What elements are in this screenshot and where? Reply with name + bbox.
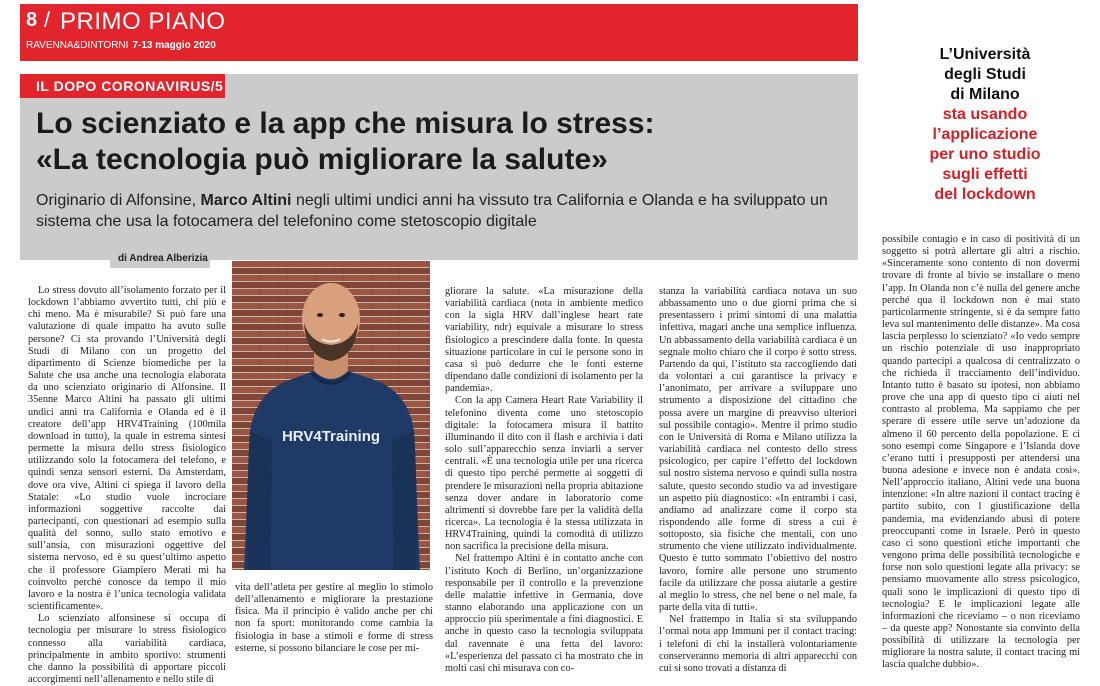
publication-line — [26, 40, 216, 51]
promo-line-4: sta usando — [942, 106, 1028, 123]
paragraph: stanza la variabilità cardiaca notava un suo abbassamento uno o due giorni prima che si presentassero i primi sintomi di una malattia infettiva, magari anche una semplice influenza. Un abbassamento della variabilità cardiaca è un segnale molto chiaro che il corpo è sotto stress. Partendo da qui, l’istituto sta raccogliendo dati da volontari a cui garantisce la privacy e l’anonimato, per arrivare a sviluppare uno strumento a disposizione del cittadino che possa avere un margine di preavviso ulteriori sul possibile contagio». Mentre il primo studio con le Università di Roma e Milano utilizza la variabilità cardiaca nel contesto dello stress psicologico, per capire l’effetto del lockdown sul nostro sistema nervoso e quindi sulla nostra salute, questo secondo studio va ad investigare un aspetto più diagnostico: «In entrambi i casi, andiamo ad analizzare come il corpo sta rispondendo alle forme di stress a cui è sottoposto, sia fisiche che mentali, con uno strumento che viene utilizzato individualmente. Questo è tutto sommato l’obiettivo del nostro lavoro, fornire alle persone uno strumento facile da utilizzare che possa aiutarle a gestire al meglio lo stress, che nel bene o nel male, fa parte della vita di tutti». — [659, 286, 857, 614]
section-divider: / — [44, 7, 51, 32]
side-promo — [880, 45, 1090, 205]
body-column-3 — [445, 286, 643, 674]
paragraph: Nel frattempo in Italia si sta sviluppando l’ormai nota app Immuni per il contact tracing: i telefoni di chi la installerà volontariamente conserveranno memoria di altri apparecchi con cui si sono trovati a distanza di — [659, 614, 857, 674]
promo-line-2: degli Studi — [944, 66, 1026, 83]
paragraph: possibile contagio e in caso di positività di un soggetto si potrà allertare gli altri a rischio. «Sinceramente sono contento di non dovermi trovare di fronte al bivio se installare o meno l’app. In Olanda non c’è nulla del genere anche perché qua il lockdown non è mai stato particolarmente stringente, si è da sempre fatto leva sul mantenimento delle distanze». Ma cosa lascia perplesso lo scienziato? «Io vedo sempre un rischio potenziale di uso inappropriato quando partecipi a qualcosa di centralizzato o che richieda il tracciamento dell’individuo. Intanto tutto è basato su ipotesi, non abbiamo prove che una app di questo tipo ci aiuti nel contrasto al problema. Ma sappiamo che per sperare di essere utile serve un’adozione da almeno il 60 percento della popolazione. E ci sono esempi come Singapore e l’Islanda dove c’erano tutti i presupposti per attendersi una buona adesione e invece non è andata così». Nell’approccio italiano, Altini vede una buona intenzione: «In altre nazioni il contact tracing è partito subito, con l giustificazione della pandemia, ma evidenziando abusi di potere preoccupanti come in Israele. Però in questo caso ci sono questioni etiche importanti che vengono prima delle possibilità tecnologiche e forse non solo questioni legate alla privacy: se pensiamo muovamente allo stress psicologico, quali sono le implicazioni di questo tipo di tecnologia? E le implicazioni legate alle informazioni che riceviamo – o non riceviamo – da queste app? Nonostante sia convinto della possibilità di utilizzare la tecnologia per migliorare la nostra salute, il contact tracing mi lascia qualche dubbio». — [882, 234, 1080, 671]
paragraph: Nel frattempo Altini è in contatto anche con l’istituto Koch di Berlino, un’organizzazione responsabile per il controllo e la prevenzione delle malattie infettive in Germania, dove stanno elaborando una applicazione con un approccio più sperimentale a fini diagnostici. E anche in questo caso la tecnologia sviluppata dal ravennate è una fetta del lavoro: «L’esperienza del passato ci ha mostrato che in molti casi chi misurava con co- — [445, 553, 643, 674]
promo-line-1: L’Università — [939, 46, 1031, 63]
publication-name: RAVENNA&DINTORNI — [26, 40, 129, 51]
shirt-logo-text: HRV4Training — [281, 428, 381, 445]
issue-date: 7-13 maggio 2020 — [132, 40, 216, 51]
article-byline: di Andrea Alberizia — [118, 253, 208, 264]
promo-line-3: di Milano — [950, 86, 1020, 103]
promo-line-8: del lockdown — [934, 186, 1036, 203]
body-column-5 — [882, 234, 1080, 671]
article-kicker: IL DOPO CORONAVIRUS/5 — [20, 74, 225, 98]
promo-line-5: l’applicazione — [932, 126, 1038, 143]
paragraph: Con la app Camera Heart Rate Variability il telefonino diventa come uno stetoscopio digitale: la fotocamera misura il battito illuminando il dito con il flash e archivia i dati solo sull’apparecchio senza inviarli a server centrali. «È una tecnologia utile per una ricerca di questo tipo perché permette ai soggetti di prendere le misurazioni nella propria abitazione senza dover andare in laboratorio come altrimenti si dovrebbe fare per la validità della ricerca». La tecnologia è la stessa utilizzata in HRV4Training, quindi la comodità di utilizzo non sacrifica la precisione della misura. — [445, 395, 643, 553]
headline-line-2: «La tecnologia può migliorare la salute» — [36, 143, 608, 176]
body-column-2 — [235, 582, 433, 666]
body-column-4 — [659, 286, 857, 674]
portrait-illustration — [232, 261, 430, 570]
paragraph: Lo stress dovuto all’isolamento forzato per il lockdown l’abbiamo avvertito tutti, chi più e chi meno. Ma è misurabile? Sì può fare una valutazione di quale impatto ha avuto sulle persone? Ci sta provando l’Università degli Studi di Milano con un progetto del dipartimento di Scienze biomediche per la Salute che usa anche una tecnologia elaborata da uno scienziato originario di Alfonsine. Il 35enne Marco Altini ha passato gli ultimi undici anni tra California e Olanda ed è il creatore dell’app HRV4Training (100mila download in tutto), la quale in estrema sintesi permette la misura dello stress fisiologico utilizzando solo la fotocamera del telefono, e quindi senza sensori esterni. Da Amsterdam, dove ora vive, Altini ci spiega il lavoro della Statale: «Lo studio vuole incrociare informazioni soggettive raccolte dai partecipanti, con questionari ad esempio sulla qualità del sonno, sullo stato emotivo e sull’ansia, con misurazioni oggettive del sistema nervoso, ed è su quest’ultimo aspetto che il professore Giampiero Merati mi ha coinvolto perché conosce da tempo il mio lavoro e la nostra è l’unica tecnologia validata scientificamente». — [28, 285, 226, 613]
portrait-photo — [232, 261, 430, 570]
standfirst-name: Marco Altini — [200, 192, 292, 209]
paragraph: Lo scienziato alfonsinese si occupa di tecnologia per misurare lo stress fisiologico connesso alla variabilità cardiaca, principalmente in ambito sportivo: strumenti che danno la possibilità di apportare piccoli accorgimenti nell’allenamento e nello stile di — [28, 613, 226, 685]
standfirst-rest: negli ultimi undici anni ha vissuto tra California e Olanda e ha sviluppato un sistema che usa la fotocamera del telefonino come stetoscopio digitale — [36, 192, 828, 230]
promo-line-6: per uno studio — [929, 146, 1041, 163]
section-title: PRIMO PIANO — [60, 8, 226, 35]
article-headline — [36, 106, 846, 178]
headline-line-1: Lo scienziato e la app che misura lo stress: — [36, 107, 655, 140]
standfirst-intro: Originario di Alfonsine, — [36, 192, 201, 209]
page-number: 8 — [26, 9, 38, 31]
body-column-1 — [28, 285, 226, 685]
article-standfirst — [36, 190, 836, 232]
paragraph: gliorare la salute. «La misurazione della variabilità cardiaca (nota in ambiente medico con la sigla HRV dall’inglese heart rate variability, ndr) equivale a misurare lo stress fisiologico a prescindere dalla fonte. In questa situazione particolare in cui le persone sono in casa si può dedurre che le fonti esterne dipendano dalle condizioni di isolamento per la pandemia». — [445, 286, 643, 395]
promo-line-7: sugli effetti — [942, 166, 1028, 183]
paragraph: vita dell’atleta per gestire al meglio lo stimolo dell’allenamento e migliorare la prestazione fisica. Ma il principio è valido anche per chi non fa sport: monitorando come cambia la fisiologia in base a stimoli e forme di stress esterne, si possono bilanciare le cose per mi- — [235, 582, 433, 654]
